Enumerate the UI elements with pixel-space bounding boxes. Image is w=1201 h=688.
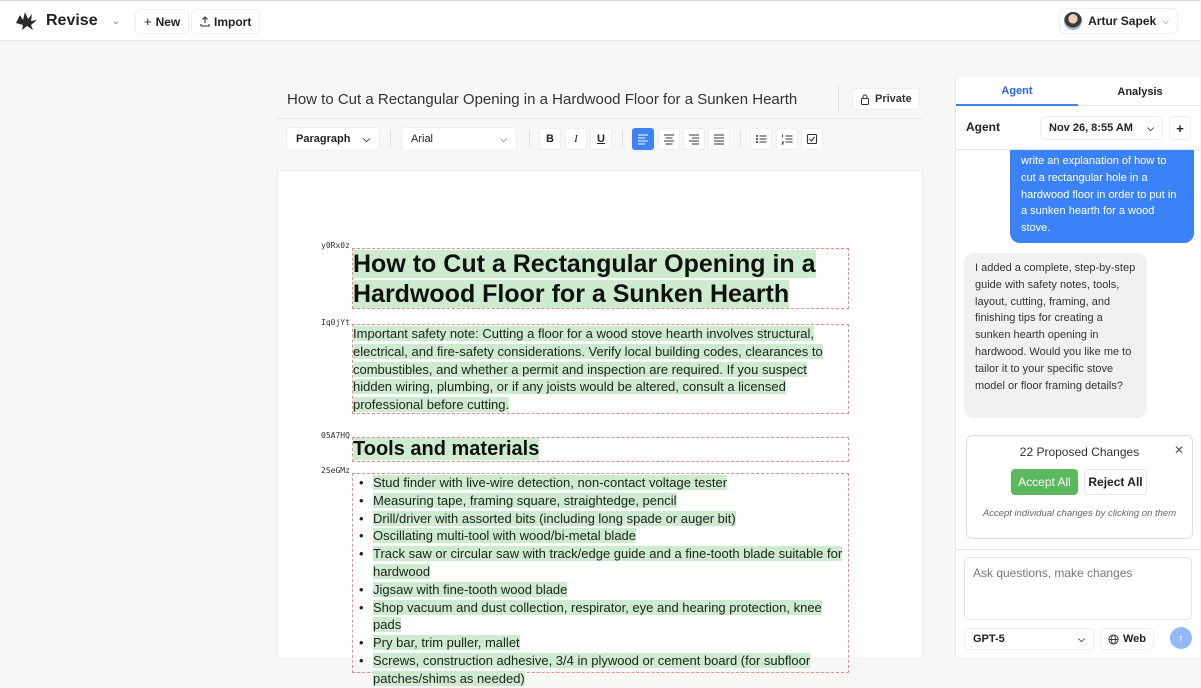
new-button[interactable]	[135, 9, 189, 34]
list-item-text: Drill/driver with assorted bits (including long spade or auger bit)	[373, 510, 736, 526]
upload-icon	[200, 16, 210, 27]
chevron-down-icon: ⌵	[363, 133, 370, 144]
block-id: 05A7HQ	[321, 431, 350, 440]
proposed-changes-card	[966, 435, 1193, 539]
bullet-list-button[interactable]	[750, 128, 772, 150]
user-name: Artur Sapek	[1088, 14, 1157, 28]
document-page[interactable]	[277, 170, 923, 686]
chevron-down-icon: ⌵	[1078, 633, 1085, 644]
top-bar	[0, 0, 1200, 41]
accept-all-button[interactable]: Accept All	[1011, 469, 1078, 495]
list-item-text: Screws, construction adhesive, 3/4 in plywood or cement board (for subfloor patches/shims as needed)	[373, 652, 811, 686]
chevron-down-icon: ⌄	[111, 15, 120, 27]
list-item	[353, 545, 848, 581]
model-value: GPT-5	[973, 633, 1005, 645]
document-title[interactable]: How to Cut a Rectangular Opening in a Hardwood Floor for a Sunken Hearth	[287, 91, 798, 108]
globe-icon	[1108, 634, 1119, 645]
align-left-button[interactable]	[632, 128, 654, 150]
new-session-button[interactable]: +	[1169, 116, 1191, 140]
lock-icon	[860, 94, 870, 105]
tab-analysis[interactable]: Analysis	[1117, 86, 1163, 98]
underline-button[interactable]: U	[590, 128, 612, 150]
align-left-icon	[637, 133, 649, 145]
italic-button[interactable]: I	[565, 128, 587, 150]
reject-all-button[interactable]: Reject All	[1084, 469, 1147, 495]
send-button[interactable]	[1170, 627, 1192, 649]
list-item	[353, 581, 848, 599]
list-item	[353, 510, 848, 528]
privacy-label: Private	[875, 93, 912, 105]
list-item	[353, 634, 848, 652]
chat-composer	[956, 549, 1201, 657]
import-button[interactable]	[191, 9, 260, 34]
divider	[622, 130, 623, 148]
list-item-text: Shop vacuum and dust collection, respirator, eye and hearing protection, knee pads	[373, 599, 822, 633]
list-item-text: Jigsaw with fine-tooth wood blade	[373, 581, 568, 597]
chevron-down-icon: ⌵	[500, 133, 507, 144]
list-item-text: Track saw or circular saw with track/edge guide and a fine-tooth blade suitable for hardwood	[373, 546, 843, 579]
panel-tabs	[956, 78, 1201, 106]
close-icon[interactable]: ✕	[1173, 443, 1184, 457]
privacy-button[interactable]	[852, 88, 920, 110]
checklist-button[interactable]	[801, 128, 823, 150]
font-select[interactable]	[401, 127, 517, 151]
assistant-panel	[955, 78, 1200, 657]
list-item-text: Stud finder with live-wire detection, non-contact voltage tester	[373, 475, 728, 490]
changes-hint: Accept individual changes by clicking on them	[982, 508, 1177, 519]
list-item	[353, 527, 848, 545]
agent-label: Agent	[966, 120, 1000, 134]
formatting-toolbar	[286, 127, 926, 152]
chevron-down-icon: ⌵	[1162, 15, 1169, 26]
new-button-label: New	[155, 14, 181, 29]
checkbox-icon	[806, 133, 818, 145]
avatar	[1064, 12, 1082, 30]
agent-header	[956, 106, 1201, 150]
block-style-value: Paragraph	[296, 133, 351, 145]
align-justify-button[interactable]	[708, 128, 730, 150]
session-select[interactable]	[1040, 116, 1163, 140]
change-block-list[interactable]	[352, 473, 849, 686]
user-message: write an explanation of how to cut a rectangular hole in a hardwood floor in order to put in a sunken hearth for a wood stove.	[1010, 150, 1194, 243]
divider	[529, 130, 530, 148]
web-toggle[interactable]	[1100, 628, 1154, 650]
list-item-text: Oscillating multi-tool with wood/bi-metal blade	[373, 528, 637, 544]
align-right-button[interactable]	[683, 128, 705, 150]
session-date: Nov 26, 8:55 AM	[1049, 122, 1133, 134]
user-menu[interactable]	[1059, 8, 1178, 34]
section-heading	[353, 438, 848, 460]
align-right-icon	[688, 133, 700, 145]
divider	[740, 130, 741, 148]
list-item-text: Measuring tape, framing square, straightedge, pencil	[373, 492, 677, 508]
chat-input[interactable]	[964, 557, 1192, 620]
arrow-up-icon: ↑	[1178, 631, 1184, 645]
block-id: y0Rx0z	[321, 241, 350, 250]
logo-icon	[14, 10, 38, 32]
divider	[838, 86, 839, 112]
agent-message: I added a complete, step-by-step guide with safety notes, tools, layout, cutting, framing, and finishing tips for creating a sunken hearth opening in hardwood. Would you like me to tailor it to your specific stove model or floor framing details?	[964, 253, 1147, 418]
align-justify-icon	[713, 133, 725, 145]
app-menu[interactable]	[14, 9, 120, 33]
numbered-list-icon	[781, 133, 793, 145]
section-heading-text: Tools and materials	[353, 438, 540, 460]
proposed-changes-title: 22 Proposed Changes	[1019, 445, 1140, 459]
plus-icon: +	[144, 14, 152, 29]
tab-agent[interactable]: Agent	[956, 78, 1078, 106]
app-name: Revise	[46, 12, 98, 29]
block-id: Iq0jYt	[321, 318, 350, 327]
block-style-select[interactable]	[286, 127, 380, 151]
bullet-list-icon	[755, 133, 767, 145]
bold-button[interactable]: B	[539, 128, 561, 150]
list-item-text: Pry bar, trim puller, mallet	[373, 635, 520, 651]
divider	[390, 130, 391, 148]
web-label: Web	[1123, 633, 1147, 645]
chevron-down-icon: ⌵	[1147, 122, 1154, 133]
numbered-list-button[interactable]	[776, 128, 798, 150]
align-center-button[interactable]	[658, 128, 680, 150]
block-id: 2SeGMz	[321, 466, 350, 475]
list-item	[353, 474, 848, 492]
list-item	[353, 652, 848, 688]
align-center-icon	[663, 133, 675, 145]
change-block-subheading[interactable]	[352, 437, 849, 462]
safety-note-text: Important safety note: Cutting a floor for a wood stove hearth involves structural, electrical, and fire-safety considerations. Verify local building codes, clearances to combustibles, and whether a permit and inspection are required. If you suspect hidden wiring, plumbing, or if any joists would be altered, consult a licensed professional before cutting.	[353, 326, 823, 413]
safety-note	[353, 325, 848, 414]
heading-text: How to Cut a Rectangular Opening in a Hardwood Floor for a Sunken Hearth	[353, 250, 816, 308]
change-block-paragraph[interactable]	[352, 324, 849, 414]
list-item	[353, 599, 848, 635]
list-item	[353, 492, 848, 510]
change-block-heading[interactable]	[352, 248, 849, 309]
document-heading	[353, 249, 848, 309]
import-button-label: Import	[214, 14, 252, 29]
font-value: Arial	[411, 133, 434, 145]
divider	[277, 118, 922, 119]
model-select[interactable]	[964, 628, 1094, 650]
tools-list	[353, 474, 848, 688]
